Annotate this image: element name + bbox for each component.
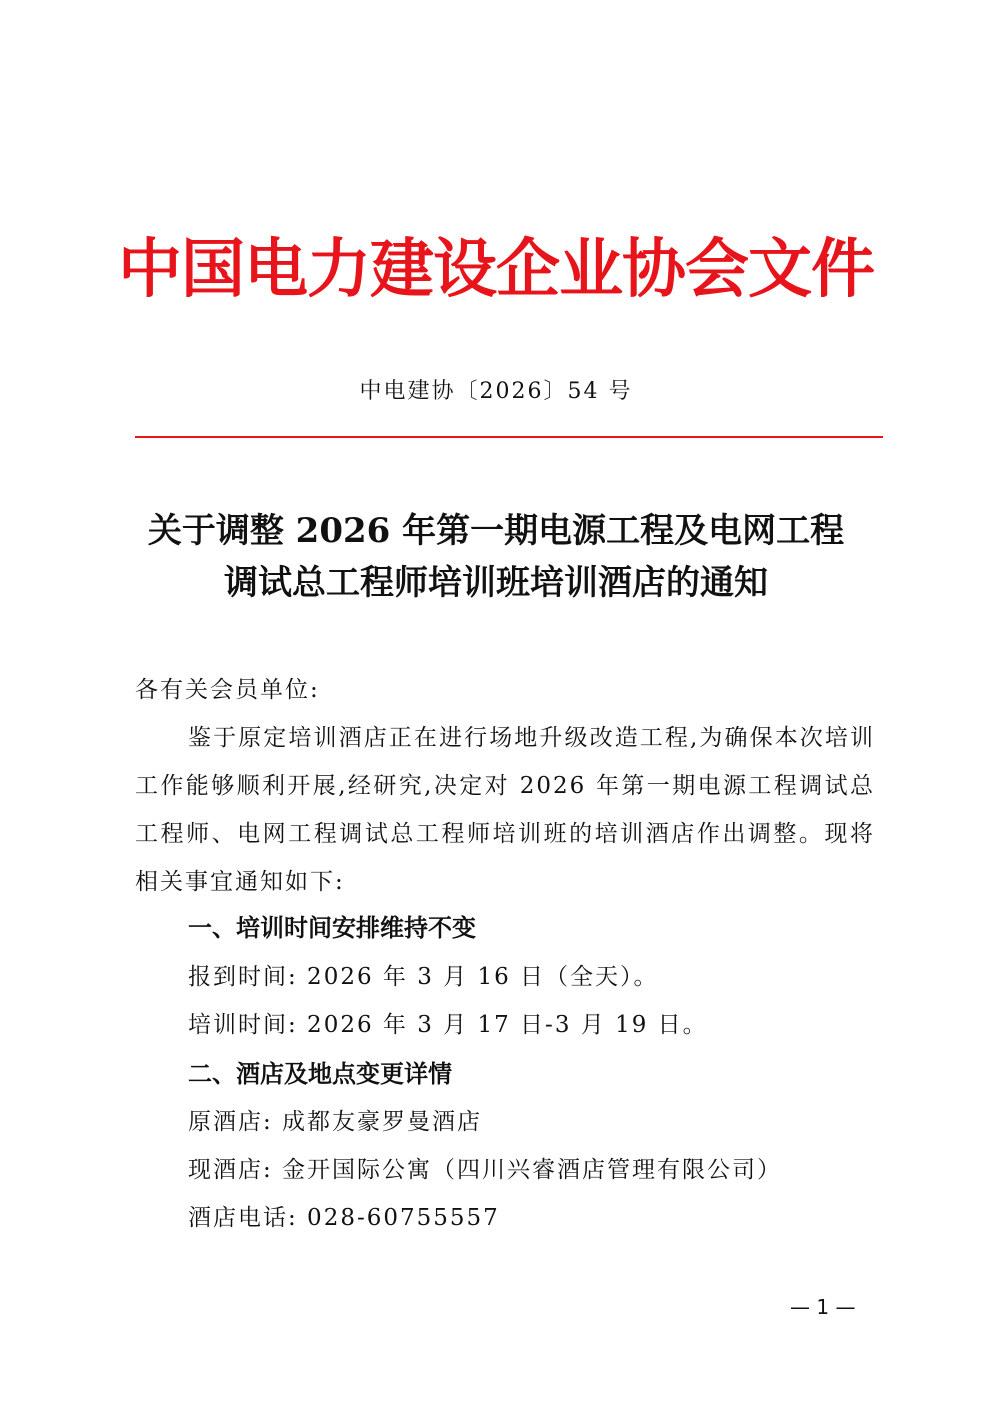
training-time: 培训时间: 2026 年 3 月 17 日-3 月 19 日。 xyxy=(188,1012,708,1038)
notice-title-line-1: 关于调整 2026 年第一期电源工程及电网工程 xyxy=(147,511,845,551)
page-number: — 1 — xyxy=(790,1295,856,1319)
salutation: 各有关会员单位: xyxy=(135,677,320,703)
section-2-heading: 二、酒店及地点变更详情 xyxy=(188,1060,452,1088)
document-header-title: 中国电力建设企业协会文件 xyxy=(118,233,874,307)
notice-title-line-2: 调试总工程师培训班培训酒店的通知 xyxy=(224,563,768,603)
section-1-heading: 一、培训时间安排维持不变 xyxy=(188,914,476,942)
registration-time: 报到时间: 2026 年 3 月 16 日（全天）。 xyxy=(188,964,659,990)
notice-title xyxy=(0,505,992,609)
hotel-phone: 酒店电话: 028-60755557 xyxy=(188,1205,500,1231)
intro-paragraph: 鉴于原定培训酒店正在进行场地升级改造工程,为确保本次培训工作能够顺利开展,经研究,决定对 2026 年第一期电源工程调试总工程师、电网工程调试总工程师培训班的培训酒店作出调整。现将相关事宜通知如下: xyxy=(135,725,875,895)
document-number: 中电建协〔2026〕54 号 xyxy=(359,379,633,404)
original-hotel: 原酒店: 成都友豪罗曼酒店 xyxy=(188,1109,483,1135)
red-divider xyxy=(135,436,883,438)
current-hotel: 现酒店: 金开国际公寓（四川兴睿酒店管理有限公司） xyxy=(188,1157,783,1183)
